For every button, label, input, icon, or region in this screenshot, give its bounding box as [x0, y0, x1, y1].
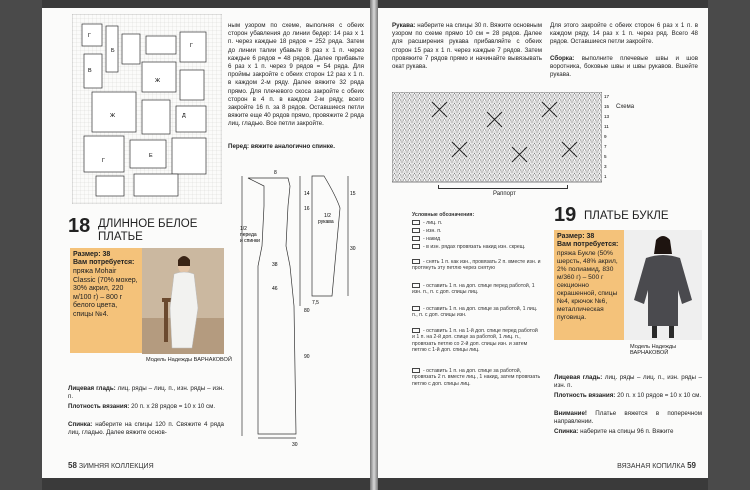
schema-label: Б — [111, 48, 115, 54]
right-page — [378, 8, 708, 478]
needs-label: Вам потребуется: — [557, 241, 619, 248]
schema-label: Е — [149, 153, 153, 159]
pattern-dim-label: переда — [240, 232, 257, 238]
pattern-dim-label: 1/2 — [240, 226, 247, 232]
density-section: Плотность вязания: 20 п. х 10 рядов = 10 х 10 см. — [554, 392, 702, 399]
pattern-measure: 7,5 — [312, 300, 319, 306]
back-section: Спинка: наберите на спицы 96 п. Вяжите — [554, 428, 674, 435]
stitch-section: Лицевая гладь: лиц. ряды – лиц. п., изн. ряды – изн. п. — [554, 374, 702, 390]
legend-item: - снять 1 п. как изн., провязать 2 п. вместе изн. и протянуть эту петлю через снятую — [412, 259, 541, 272]
attention-section: Внимание! Платье вяжется в поперечном направлении. — [554, 410, 702, 426]
rapport-label: Раппорт — [493, 191, 516, 197]
legend-item: - оставить 1 п. на доп. спице за работой, 1 лиц. п., п. с доп. спицы изн. — [412, 306, 538, 319]
left-footer: 58 ЗИМНЯЯ КОЛЛЕКЦИЯ — [68, 461, 154, 470]
pattern-measure: 38 — [272, 262, 278, 268]
project-title: ПЛАТЬЕ БУКЛЕ — [584, 210, 669, 222]
pattern-measure: 16 — [304, 206, 310, 212]
project-title-line2: ПЛАТЬЕ — [98, 231, 143, 243]
right-footer: ВЯЗАНАЯ КОПИЛКА 59 — [617, 461, 696, 470]
left-page — [42, 8, 370, 478]
pattern-dim-label: рукава — [318, 219, 334, 225]
knitting-chart — [392, 92, 602, 184]
pattern-measure: 8 — [274, 170, 277, 176]
pattern-measure: 80 — [304, 308, 310, 314]
dress-pattern-drawing — [228, 166, 368, 446]
rapport-bracket — [438, 185, 568, 189]
back-continued-text: ным узором по схеме, выполняя с обеих сторон убавления до линии бедер: 14 раз х 1 п. через каждые 18 рядов = 252 ряда. Затем до линии талии убавьте 8 раз х 1 п. через каждые 6 рядов = 48 рядов. Далее прибавьте 6 раз х 1 п. через 9 рядов = 54 ряда. Для проймы закройте с обеих сторон 12 раз х 1 п. в каждом 2-м ряду. Далее вяжите 32 ряда прямо. Для плечевого скоса закройте с обеих сторон в 4 п. в каждом 2-м ряду, всего закройте 16 п. за 8 рядов. Оставшиеся петли вяжите еще 40 рядов прямо, провяжите 2 ряда лиц. гладью. Все петли закройте. — [228, 22, 364, 128]
cover-edge-right — [708, 0, 750, 490]
back-section: Спинка: наберите на спицы 120 п. Свяжите 4 ряда лиц. гладью. Далее вяжите основ- — [68, 421, 224, 437]
legend-item: - оставить 1 п. на доп. спице за работой, провязать 2 п. вместе лиц., 1 накид, затем провязать петлю с доп. спицы лиц. — [412, 368, 541, 387]
schema-label: Ж — [110, 113, 116, 119]
legend-title: Условные обозначения: — [412, 212, 475, 218]
size-label: Размер: 38 — [557, 233, 595, 240]
legend-item: - оставить 1 п. на 1-й доп. спице перед работой и 1 п. на 2-й доп. спице за работой, 1 лиц. п., провязать петлю со 2-й доп. спицы изн. и затем петлю с 1-й доп. спицы лиц. — [412, 328, 538, 354]
project-title-line1: ДЛИННОЕ БЕЛОЕ — [98, 218, 198, 230]
legend-item: - накид — [412, 236, 542, 242]
materials-text: пряжа Букле (50% шерсть, 48% акрил, 2% полиамид, 830 м/360 г) – 500 г секционно окрашенной, спицы №4, крючок №6, металлическая пуговица. — [557, 250, 618, 321]
chart-title: Схема — [616, 104, 635, 110]
schema-label: Ж — [155, 78, 161, 84]
boucle-dress-photo-illustration — [624, 230, 702, 340]
model-photo — [624, 230, 702, 340]
pattern-measure: 30 — [292, 442, 298, 448]
pattern-measure: 14 — [304, 191, 310, 197]
legend-item: - лиц. п. — [412, 220, 542, 226]
stitch-section: Лицевая гладь: лиц. ряды – лиц. п., изн. ряды – изн. п. — [68, 385, 224, 401]
book-gutter — [370, 0, 378, 490]
schema-label: В — [88, 68, 92, 74]
schema-label: Г — [102, 158, 105, 164]
model-caption: Модель Надежды ВАРНАКОВОЙ — [630, 344, 677, 356]
front-text: Перед: вяжите аналогично спинке. — [228, 143, 335, 150]
chart-row-numbers: 17 15 13 11 9 7 5 3 1 — [604, 94, 610, 179]
sleeve-section: Рукава: наберите на спицы 30 п. Вяжите основным узором по схеме прямо 10 см = 28 рядов. Далее для расширения рукава прибавляйте с обеих сторон 15 раз х 1 п. через каждые 7 рядов. Затем провяжите 7 рядов прямо и начинайте вывязывать окат рукава. — [392, 22, 542, 71]
size-label: Размер: 38 — [73, 251, 111, 258]
assembly-schema — [72, 14, 222, 204]
pattern-measure: 30 — [350, 246, 356, 252]
schema-label: Д — [182, 113, 186, 119]
assembly-section: Сборка: выполните плечевые швы и шов воротника, боковые швы и швы рукавов. Вшейте рукава. — [550, 55, 698, 79]
model-photo — [142, 248, 224, 354]
project-number: 19 — [554, 204, 577, 226]
size-box — [554, 230, 624, 340]
schema-label: Г — [88, 33, 91, 39]
pattern-dim-label: и спинки — [240, 238, 260, 244]
pattern-measure: 15 — [350, 191, 356, 197]
legend-item: - в изн. рядах провязать накид изн. скрещ. — [412, 244, 542, 250]
legend-item: - изн. п. — [412, 228, 542, 234]
pattern-dim-label: 1/2 — [324, 213, 331, 219]
cover-edge-left — [0, 0, 42, 490]
pattern-measure: 90 — [304, 354, 310, 360]
project-number: 18 — [68, 215, 91, 237]
model-caption: Модель Надежды ВАРНАКОВОЙ — [146, 357, 232, 363]
needs-label: Вам потребуется: — [73, 259, 135, 266]
dress-photo-illustration — [142, 248, 224, 354]
density-section: Плотность вязания: 20 п. х 28 рядов = 10 х 10 см. — [68, 403, 216, 410]
size-box — [70, 248, 142, 353]
schema-label: Г — [190, 43, 193, 49]
materials-text: пряжа Mohair Classic (70% мохер, 30% акрил, 220 м/100 г) – 800 г белого цвета, спицы №4. — [73, 268, 138, 318]
legend-item: - оставить 1 п. на доп. спице перед работой, 1 изн. п., п. с доп. спицы лиц. — [412, 283, 535, 296]
pattern-measure: 46 — [272, 286, 278, 292]
sleeve-continued: Для этого закройте с обеих сторон 6 раз х 1 п. в каждом ряду, 14 раз х 1 п. через ряд. Всего 48 рядов. Оставшиеся петли закройте. — [550, 22, 698, 46]
